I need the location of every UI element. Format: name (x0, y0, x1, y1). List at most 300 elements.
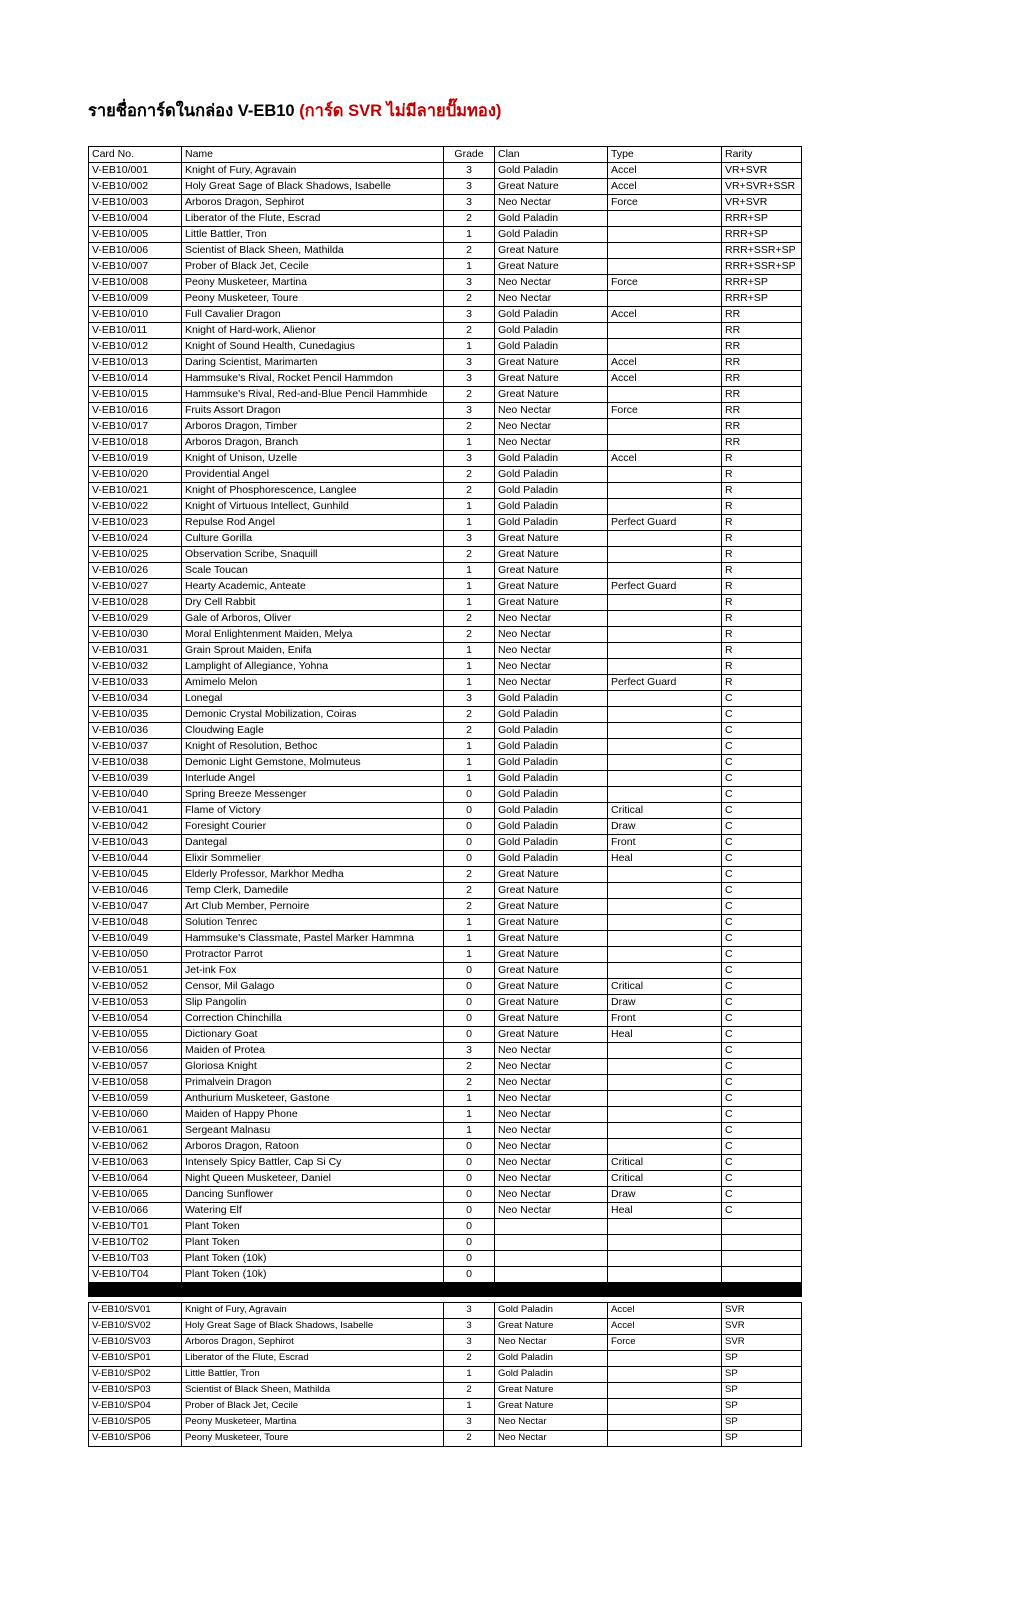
cell-card-no: V-EB10/013 (89, 355, 182, 371)
cell-rarity-text: RRR+SSR+SP (725, 244, 796, 256)
cell-name-text: Dry Cell Rabbit (185, 596, 256, 608)
cell-name-text: Elderly Professor, Markhor Medha (185, 868, 344, 880)
cell-name-text: Little Battler, Tron (185, 228, 267, 240)
cell-rarity (722, 1367, 802, 1383)
cell-grade: 1 (444, 1091, 495, 1107)
cell-grade: 0 (444, 819, 495, 835)
cell-type: Front (608, 835, 722, 851)
cell-rarity-text: SP (725, 1352, 738, 1363)
cell-type (608, 883, 722, 899)
cell-type (608, 387, 722, 403)
cell-rarity (722, 1171, 802, 1187)
cell-name (182, 851, 444, 867)
cell-name (182, 227, 444, 243)
cell-rarity (722, 227, 802, 243)
table-row (89, 579, 802, 595)
cell-grade: 2 (444, 547, 495, 563)
cell-name (182, 1415, 444, 1431)
cell-grade: 1 (444, 915, 495, 931)
cell-type (608, 1415, 722, 1431)
cell-grade: 0 (444, 995, 495, 1011)
cell-name (182, 947, 444, 963)
cell-type (608, 1235, 722, 1251)
table-row (89, 515, 802, 531)
cell-rarity (722, 371, 802, 387)
cell-type (608, 723, 722, 739)
cell-grade: 1 (444, 499, 495, 515)
cell-rarity-text: C (725, 996, 733, 1008)
cell-clan: Neo Nectar (495, 1091, 608, 1107)
cell-clan: Great Nature (495, 1011, 608, 1027)
cell-rarity (722, 803, 802, 819)
cell-name (182, 611, 444, 627)
cell-name-text: Moral Enlightenment Maiden, Melya (185, 628, 353, 640)
cell-rarity (722, 1027, 802, 1043)
cell-clan (495, 1219, 608, 1235)
cell-rarity-text: C (725, 948, 733, 960)
cell-rarity (722, 243, 802, 259)
cell-grade: 1 (444, 339, 495, 355)
table-row (89, 675, 802, 691)
table-row (89, 883, 802, 899)
cell-rarity (722, 1123, 802, 1139)
cell-rarity (722, 643, 802, 659)
cell-clan: Gold Paladin (495, 499, 608, 515)
cell-type: Front (608, 1011, 722, 1027)
column-header-grade: Grade (444, 147, 495, 163)
table-row (89, 1335, 802, 1351)
cell-card-no: V-EB10/050 (89, 947, 182, 963)
cell-name-text: Knight of Phosphorescence, Langlee (185, 484, 357, 496)
cell-name-text: Knight of Sound Health, Cunedagius (185, 340, 355, 352)
cell-card-no: V-EB10/063 (89, 1155, 182, 1171)
cell-clan: Neo Nectar (495, 1059, 608, 1075)
cell-type (608, 1123, 722, 1139)
cell-rarity-text: C (725, 724, 733, 736)
cell-name (182, 387, 444, 403)
cell-card-no: V-EB10/012 (89, 339, 182, 355)
table-row (89, 1043, 802, 1059)
cell-clan: Gold Paladin (495, 227, 608, 243)
cell-type (608, 707, 722, 723)
cell-grade: 0 (444, 1203, 495, 1219)
cell-grade: 1 (444, 771, 495, 787)
cell-rarity-text: R (725, 660, 733, 672)
cell-clan: Gold Paladin (495, 515, 608, 531)
cell-clan: Great Nature (495, 995, 608, 1011)
cell-card-no: V-EB10/059 (89, 1091, 182, 1107)
cell-card-no: V-EB10/057 (89, 1059, 182, 1075)
table-row (89, 179, 802, 195)
cell-name-text: Prober of Black Jet, Cecile (185, 260, 309, 272)
cell-grade: 0 (444, 803, 495, 819)
cell-clan (495, 1235, 608, 1251)
cell-name-text: Arboros Dragon, Branch (185, 436, 299, 448)
cell-clan: Great Nature (495, 1319, 608, 1335)
table-row (89, 323, 802, 339)
cell-rarity (722, 675, 802, 691)
page-title (88, 98, 501, 124)
cell-name (182, 643, 444, 659)
cell-name (182, 451, 444, 467)
cell-type (608, 1043, 722, 1059)
cell-grade: 2 (444, 483, 495, 499)
cell-card-no: V-EB10/033 (89, 675, 182, 691)
cell-clan: Neo Nectar (495, 435, 608, 451)
cell-card-no: V-EB10/SV02 (89, 1319, 182, 1335)
cell-grade: 3 (444, 403, 495, 419)
cell-clan: Neo Nectar (495, 1415, 608, 1431)
cell-name-text: Knight of Hard-work, Alienor (185, 324, 316, 336)
cell-rarity-text: R (725, 596, 733, 608)
cell-grade: 3 (444, 355, 495, 371)
cell-rarity (722, 995, 802, 1011)
cell-grade: 0 (444, 979, 495, 995)
cell-name (182, 339, 444, 355)
cell-grade: 1 (444, 643, 495, 659)
cell-grade: 0 (444, 1251, 495, 1267)
cell-rarity-text: R (725, 612, 733, 624)
cell-type (608, 611, 722, 627)
cell-rarity-text: SP (725, 1432, 738, 1443)
table-row (89, 723, 802, 739)
cell-card-no: V-EB10/054 (89, 1011, 182, 1027)
cell-clan: Gold Paladin (495, 467, 608, 483)
cell-name (182, 163, 444, 179)
table-row (89, 739, 802, 755)
cell-name (182, 1011, 444, 1027)
cell-rarity-text: RR (725, 372, 741, 384)
cell-clan: Gold Paladin (495, 771, 608, 787)
table-row (89, 1267, 802, 1283)
table-row (89, 355, 802, 371)
cell-rarity (722, 259, 802, 275)
cell-clan: Great Nature (495, 867, 608, 883)
table-row (89, 947, 802, 963)
cell-name-text: Dictionary Goat (185, 1028, 258, 1040)
cell-card-no: V-EB10/053 (89, 995, 182, 1011)
cell-rarity-text: RRR+SP (725, 292, 768, 304)
cell-name-text: Slip Pangolin (185, 996, 247, 1008)
cell-clan: Gold Paladin (495, 803, 608, 819)
table-row (89, 1351, 802, 1367)
cell-rarity-text: R (725, 564, 733, 576)
cell-type (608, 291, 722, 307)
cell-name-text: Cloudwing Eagle (185, 724, 264, 736)
cell-type (608, 739, 722, 755)
cell-clan: Great Nature (495, 1027, 608, 1043)
cell-type (608, 1091, 722, 1107)
cell-name (182, 1091, 444, 1107)
cell-card-no: V-EB10/004 (89, 211, 182, 227)
cell-type (608, 1351, 722, 1367)
cell-grade: 2 (444, 883, 495, 899)
cell-type (608, 1251, 722, 1267)
cell-grade: 2 (444, 387, 495, 403)
cell-grade: 2 (444, 899, 495, 915)
table-row (89, 1091, 802, 1107)
cell-clan: Gold Paladin (495, 707, 608, 723)
cell-rarity-text: C (725, 772, 733, 784)
cell-name (182, 1203, 444, 1219)
cell-rarity (722, 1219, 802, 1235)
cell-card-no: V-EB10/005 (89, 227, 182, 243)
cell-grade: 3 (444, 275, 495, 291)
cell-name (182, 755, 444, 771)
cell-rarity-text: C (725, 788, 733, 800)
cell-rarity (722, 883, 802, 899)
table-row (89, 1011, 802, 1027)
cell-rarity (722, 1351, 802, 1367)
cell-card-no: V-EB10/027 (89, 579, 182, 595)
table-row (89, 275, 802, 291)
cell-grade: 0 (444, 1011, 495, 1027)
cell-name-text: Liberator of the Flute, Escrad (185, 212, 321, 224)
cell-clan: Gold Paladin (495, 483, 608, 499)
cell-clan: Neo Nectar (495, 1043, 608, 1059)
cell-name (182, 291, 444, 307)
cell-type: Critical (608, 803, 722, 819)
cell-type (608, 499, 722, 515)
cell-name (182, 1155, 444, 1171)
cell-name (182, 787, 444, 803)
cell-type (608, 915, 722, 931)
cell-grade: 3 (444, 1043, 495, 1059)
cell-rarity (722, 963, 802, 979)
cell-clan: Gold Paladin (495, 323, 608, 339)
cell-rarity (722, 291, 802, 307)
cell-grade: 1 (444, 739, 495, 755)
cell-card-no: V-EB10/011 (89, 323, 182, 339)
cell-name-text: Peony Musketeer, Toure (185, 292, 299, 304)
cell-card-no: V-EB10/040 (89, 787, 182, 803)
cell-name-text: Lonegal (185, 692, 223, 704)
cell-grade: 3 (444, 1335, 495, 1351)
table-row (89, 707, 802, 723)
cell-card-no: V-EB10/SP05 (89, 1415, 182, 1431)
cell-type: Accel (608, 1303, 722, 1319)
table-row (89, 755, 802, 771)
cell-name (182, 515, 444, 531)
cell-card-no: V-EB10/047 (89, 899, 182, 915)
cell-card-no: V-EB10/SP02 (89, 1367, 182, 1383)
cell-grade: 3 (444, 1303, 495, 1319)
cell-rarity-text: C (725, 692, 733, 704)
cell-grade: 3 (444, 371, 495, 387)
cell-type (608, 1267, 722, 1283)
cell-card-no: V-EB10/055 (89, 1027, 182, 1043)
cell-name-text: Demonic Light Gemstone, Molmuteus (185, 756, 361, 768)
table-row (89, 1203, 802, 1219)
cell-rarity (722, 755, 802, 771)
cell-card-no: V-EB10/026 (89, 563, 182, 579)
table-row (89, 659, 802, 675)
cell-card-no: V-EB10/049 (89, 931, 182, 947)
cell-name-text: Hammsuke's Rival, Rocket Pencil Hammdon (185, 372, 393, 384)
cell-type: Force (608, 275, 722, 291)
cell-rarity (722, 931, 802, 947)
cell-name-text: Plant Token (185, 1220, 240, 1232)
cell-rarity-text: R (725, 500, 733, 512)
cell-rarity-text: R (725, 484, 733, 496)
cell-type (608, 483, 722, 499)
cell-grade: 0 (444, 1187, 495, 1203)
cell-rarity (722, 1059, 802, 1075)
table-row (89, 435, 802, 451)
cell-name-text: Hearty Academic, Anteate (185, 580, 306, 592)
cell-card-no: V-EB10/041 (89, 803, 182, 819)
table-row (89, 499, 802, 515)
cell-rarity (722, 563, 802, 579)
cell-rarity (722, 915, 802, 931)
cell-rarity (722, 835, 802, 851)
cell-rarity-text: RR (725, 388, 741, 400)
cell-grade: 3 (444, 1319, 495, 1335)
cell-rarity-text: R (725, 452, 733, 464)
table-row (89, 611, 802, 627)
cell-rarity (722, 851, 802, 867)
cell-name-text: Maiden of Protea (185, 1044, 265, 1056)
table-row (89, 963, 802, 979)
cell-clan: Gold Paladin (495, 851, 608, 867)
cell-name-text: Arboros Dragon, Sephirot (185, 1336, 294, 1347)
cell-grade: 1 (444, 1367, 495, 1383)
cell-clan: Neo Nectar (495, 1155, 608, 1171)
cell-rarity (722, 515, 802, 531)
cell-clan: Neo Nectar (495, 659, 608, 675)
table-row (89, 771, 802, 787)
cell-rarity-text: R (725, 468, 733, 480)
cell-name-text: Arboros Dragon, Timber (185, 420, 298, 432)
cell-type (608, 931, 722, 947)
cell-grade: 2 (444, 243, 495, 259)
cell-name (182, 771, 444, 787)
cell-card-no: V-EB10/001 (89, 163, 182, 179)
cell-clan: Great Nature (495, 1383, 608, 1399)
cell-rarity-text: C (725, 1012, 733, 1024)
cell-type (608, 659, 722, 675)
cell-grade: 2 (444, 1431, 495, 1447)
cell-name (182, 707, 444, 723)
cell-type (608, 947, 722, 963)
table-row (89, 547, 802, 563)
cell-grade: 3 (444, 163, 495, 179)
cell-name (182, 467, 444, 483)
cell-type (608, 227, 722, 243)
cell-name-text: Knight of Fury, Agravain (185, 1304, 287, 1315)
cell-grade: 3 (444, 307, 495, 323)
cell-rarity (722, 499, 802, 515)
cell-name-text: Culture Gorilla (185, 532, 253, 544)
cell-clan: Neo Nectar (495, 1431, 608, 1447)
cell-card-no: V-EB10/042 (89, 819, 182, 835)
cell-rarity-text: SVR (725, 1304, 745, 1315)
cell-type (608, 691, 722, 707)
cell-name-text: Gale of Arboros, Oliver (185, 612, 292, 624)
cell-type (608, 1383, 722, 1399)
table-row (89, 419, 802, 435)
cell-clan: Gold Paladin (495, 787, 608, 803)
cell-card-no: V-EB10/SV03 (89, 1335, 182, 1351)
cell-type (608, 1059, 722, 1075)
cell-type (608, 595, 722, 611)
cell-clan: Neo Nectar (495, 403, 608, 419)
cell-card-no: V-EB10/009 (89, 291, 182, 307)
cell-name (182, 1335, 444, 1351)
cell-name-text: Art Club Member, Pernoire (185, 900, 310, 912)
cell-card-no: V-EB10/019 (89, 451, 182, 467)
cell-rarity-text: SVR (725, 1320, 745, 1331)
cell-name (182, 595, 444, 611)
cell-card-no: V-EB10/022 (89, 499, 182, 515)
table-row (89, 1383, 802, 1399)
cell-type: Accel (608, 179, 722, 195)
cell-type (608, 1431, 722, 1447)
table-row (89, 979, 802, 995)
cell-name-text: Daring Scientist, Marimarten (185, 356, 318, 368)
cell-clan: Gold Paladin (495, 1367, 608, 1383)
cell-clan: Great Nature (495, 595, 608, 611)
cell-name (182, 691, 444, 707)
cell-rarity (722, 659, 802, 675)
cell-card-no: V-EB10/010 (89, 307, 182, 323)
cell-rarity (722, 307, 802, 323)
cell-clan: Gold Paladin (495, 211, 608, 227)
cell-name-text: Peony Musketeer, Martina (185, 276, 307, 288)
cell-type (608, 563, 722, 579)
cell-name-text: Dancing Sunflower (185, 1188, 274, 1200)
cell-rarity-text: C (725, 1060, 733, 1072)
cell-rarity-text: C (725, 804, 733, 816)
cell-rarity-text: C (725, 740, 733, 752)
cell-name-text: Scientist of Black Sheen, Mathilda (185, 244, 344, 256)
cell-grade: 1 (444, 675, 495, 691)
cell-name-text: Scale Toucan (185, 564, 248, 576)
cell-rarity-text: C (725, 964, 733, 976)
cell-name (182, 1139, 444, 1155)
cell-clan: Neo Nectar (495, 627, 608, 643)
cell-rarity-text: C (725, 820, 733, 832)
cell-grade: 1 (444, 947, 495, 963)
cell-rarity (722, 179, 802, 195)
table-row (89, 931, 802, 947)
cell-name-text: Fruits Assort Dragon (185, 404, 281, 416)
cell-clan: Great Nature (495, 563, 608, 579)
cell-name-text: Full Cavalier Dragon (185, 308, 281, 320)
cell-rarity-text: C (725, 1092, 733, 1104)
cell-card-no: V-EB10/052 (89, 979, 182, 995)
cell-grade: 0 (444, 851, 495, 867)
cell-name (182, 1383, 444, 1399)
cell-rarity (722, 323, 802, 339)
cell-name (182, 883, 444, 899)
cell-card-no: V-EB10/045 (89, 867, 182, 883)
cell-type (608, 1399, 722, 1415)
cell-name-text: Knight of Resolution, Bethoc (185, 740, 318, 752)
table-row (89, 371, 802, 387)
cell-rarity-text: SVR (725, 1336, 745, 1347)
table-row (89, 851, 802, 867)
cell-type: Accel (608, 371, 722, 387)
cell-name-text: Flame of Victory (185, 804, 261, 816)
cell-grade: 1 (444, 259, 495, 275)
cell-grade: 2 (444, 1351, 495, 1367)
cell-rarity-text: C (725, 980, 733, 992)
cell-clan: Great Nature (495, 963, 608, 979)
cell-name-text: Prober of Black Jet, Cecile (185, 1400, 299, 1411)
cell-name (182, 1235, 444, 1251)
cell-type (608, 531, 722, 547)
